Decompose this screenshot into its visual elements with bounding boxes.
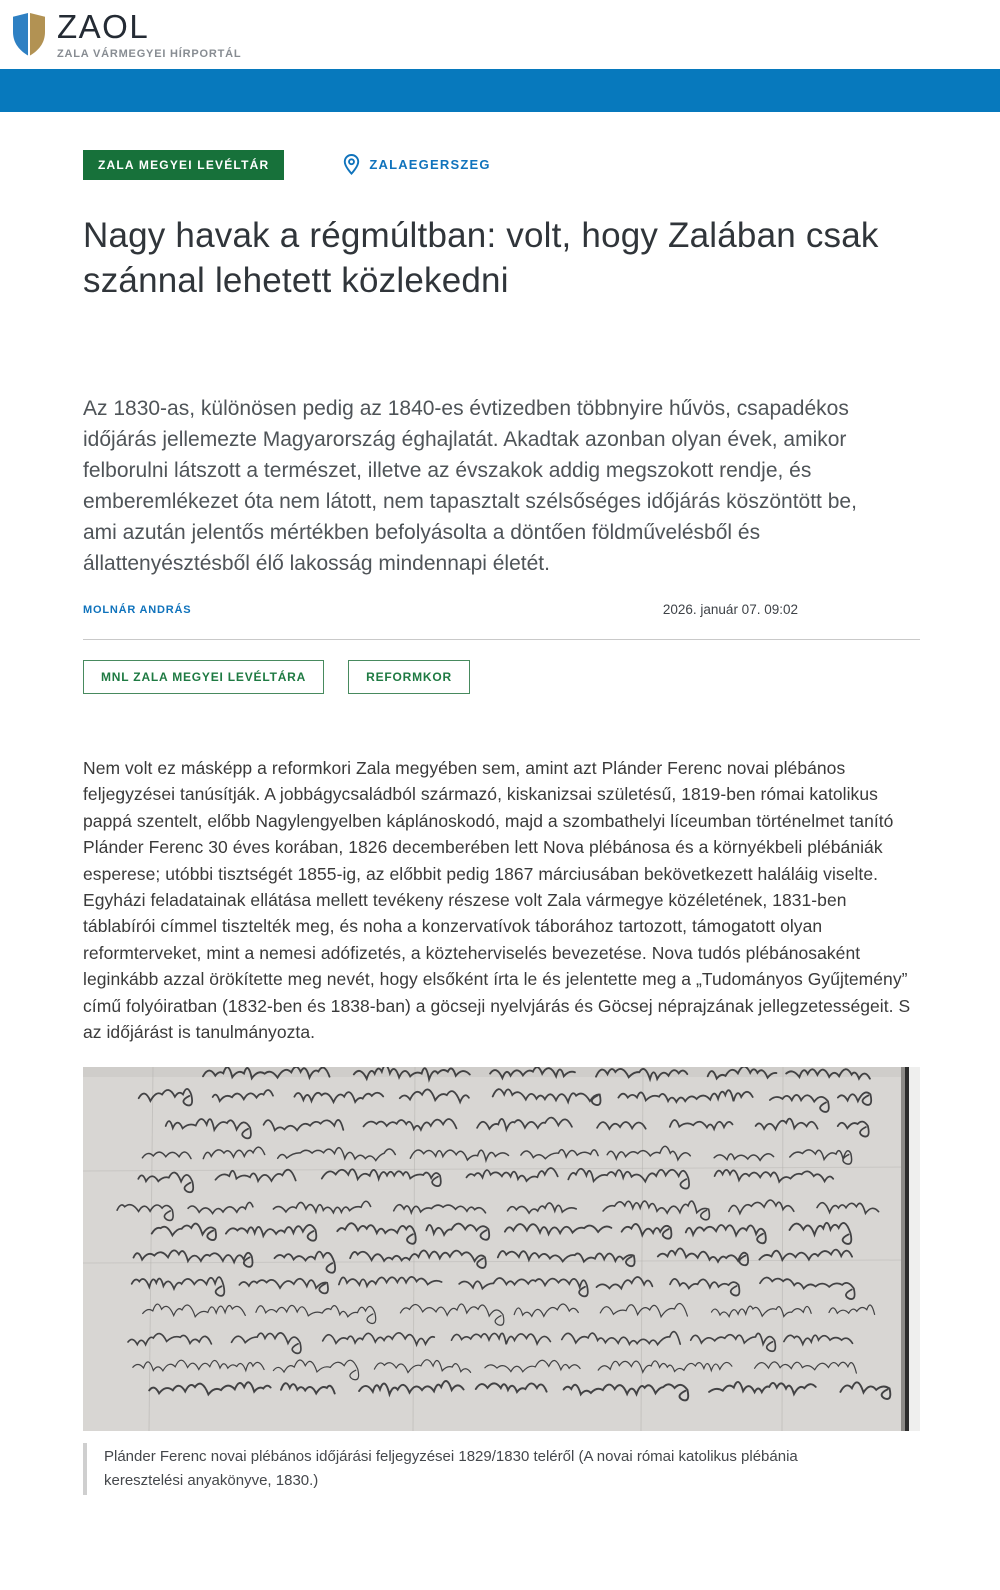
shield-logo-icon bbox=[10, 11, 48, 58]
article-figure bbox=[83, 1067, 920, 1495]
article-lead: Az 1830-as, különösen pedig az 1840-es évtizedben többnyire hűvös, csapadékos időjárás jellemezte Magyarország éghajlatát. Akadtak azonban olyan évek, amikor felborulni látszott a természet, illetve az évszakok addig megszokott rendje, és emberemlékezet óta nem látott, nem tapasztalt szélsőséges időjárás köszöntött be, ami azután jelentős mértékben befolyásolta a döntően földművelésből és állattenyésztésből élő lakosság mindennapi életét. bbox=[83, 397, 857, 575]
manuscript-scan-image bbox=[83, 1067, 920, 1431]
logo-tagline: ZALA VÁRMEGYEI HÍRPORTÁL bbox=[57, 48, 242, 60]
caption-row bbox=[83, 1443, 920, 1495]
tags-row bbox=[83, 660, 920, 694]
article-title: Nagy havak a régmúltban: volt, hogy Zalában csak szánnal lehetett közlekedni bbox=[83, 216, 879, 300]
caption-accent-bar bbox=[83, 1443, 87, 1495]
divider bbox=[83, 639, 920, 640]
image-caption: Plánder Ferenc novai plébános időjárási feljegyzései 1829/1830 teléről (A novai római katolikus plébánia keresztelési anyakönyve, 1830.) bbox=[104, 1448, 798, 1490]
article-main bbox=[83, 150, 920, 1495]
article-body: Nem volt ez másképp a reformkori Zala megyében sem, amint azt Plánder Ferenc novai plébános feljegyzései tanúsítják. A jobbágycsaládból származó, kiskanizsai születésű, 1819-ben római katolikus pappá szentelt, előbb Nagylengyelben káplánoskodó, majd a szombathelyi líceumban történelmet tanító Plánder Ferenc 30 éves korában, 1826 decemberében lett Nova plébánosa és a környékbeli plébániák esperese; utóbbi tisztségét 1855-ig, az előbbit pedig 1867 márciusában bekövetkezett haláláig viselte. Egyházi feladatainak ellátása mellett tevékeny részese volt Zala vármegye közéletének, 1831-ben táblabírói címmel tisztelték meg, és noha a konzervatívok táborához tartozott, támogatott olyan reformterveket, mint a nemesi adófizetés, a közteherviselés bevezetése. Nova tudós plébánosaként leginkább azzal örökítette meg nevét, hogy elsőként írta le és jelentette meg a „Tudományos Gyűjtemény” című folyóiratban (1832-ben és 1838-ban) a göcseji nyelvjárás és Göcsej néprajzának jellegzetességeit. S az időjárást is tanulmányozta. bbox=[83, 758, 911, 1043]
badge-row bbox=[83, 150, 920, 179]
primary-nav-bar bbox=[0, 69, 1000, 112]
location-pin-icon bbox=[342, 153, 361, 176]
site-logo[interactable] bbox=[10, 9, 241, 60]
tag-button-mnl-zala-megyei-leveltara[interactable]: MNL ZALA MEGYEI LEVÉLTÁRA bbox=[83, 660, 324, 694]
tag-button-reformkor[interactable]: REFORMKOR bbox=[348, 660, 470, 694]
location-link[interactable] bbox=[342, 153, 490, 176]
author-link[interactable]: MOLNÁR ANDRÁS bbox=[83, 603, 192, 616]
meta-row bbox=[83, 602, 920, 617]
site-header bbox=[0, 0, 1000, 69]
category-badge[interactable]: ZALA MEGYEI LEVÉLTÁR bbox=[83, 150, 284, 180]
location-label: ZALAEGERSZEG bbox=[369, 157, 491, 172]
publish-date: 2026. január 07. 09:02 bbox=[662, 602, 798, 617]
logo-text: ZAOL bbox=[57, 8, 150, 45]
